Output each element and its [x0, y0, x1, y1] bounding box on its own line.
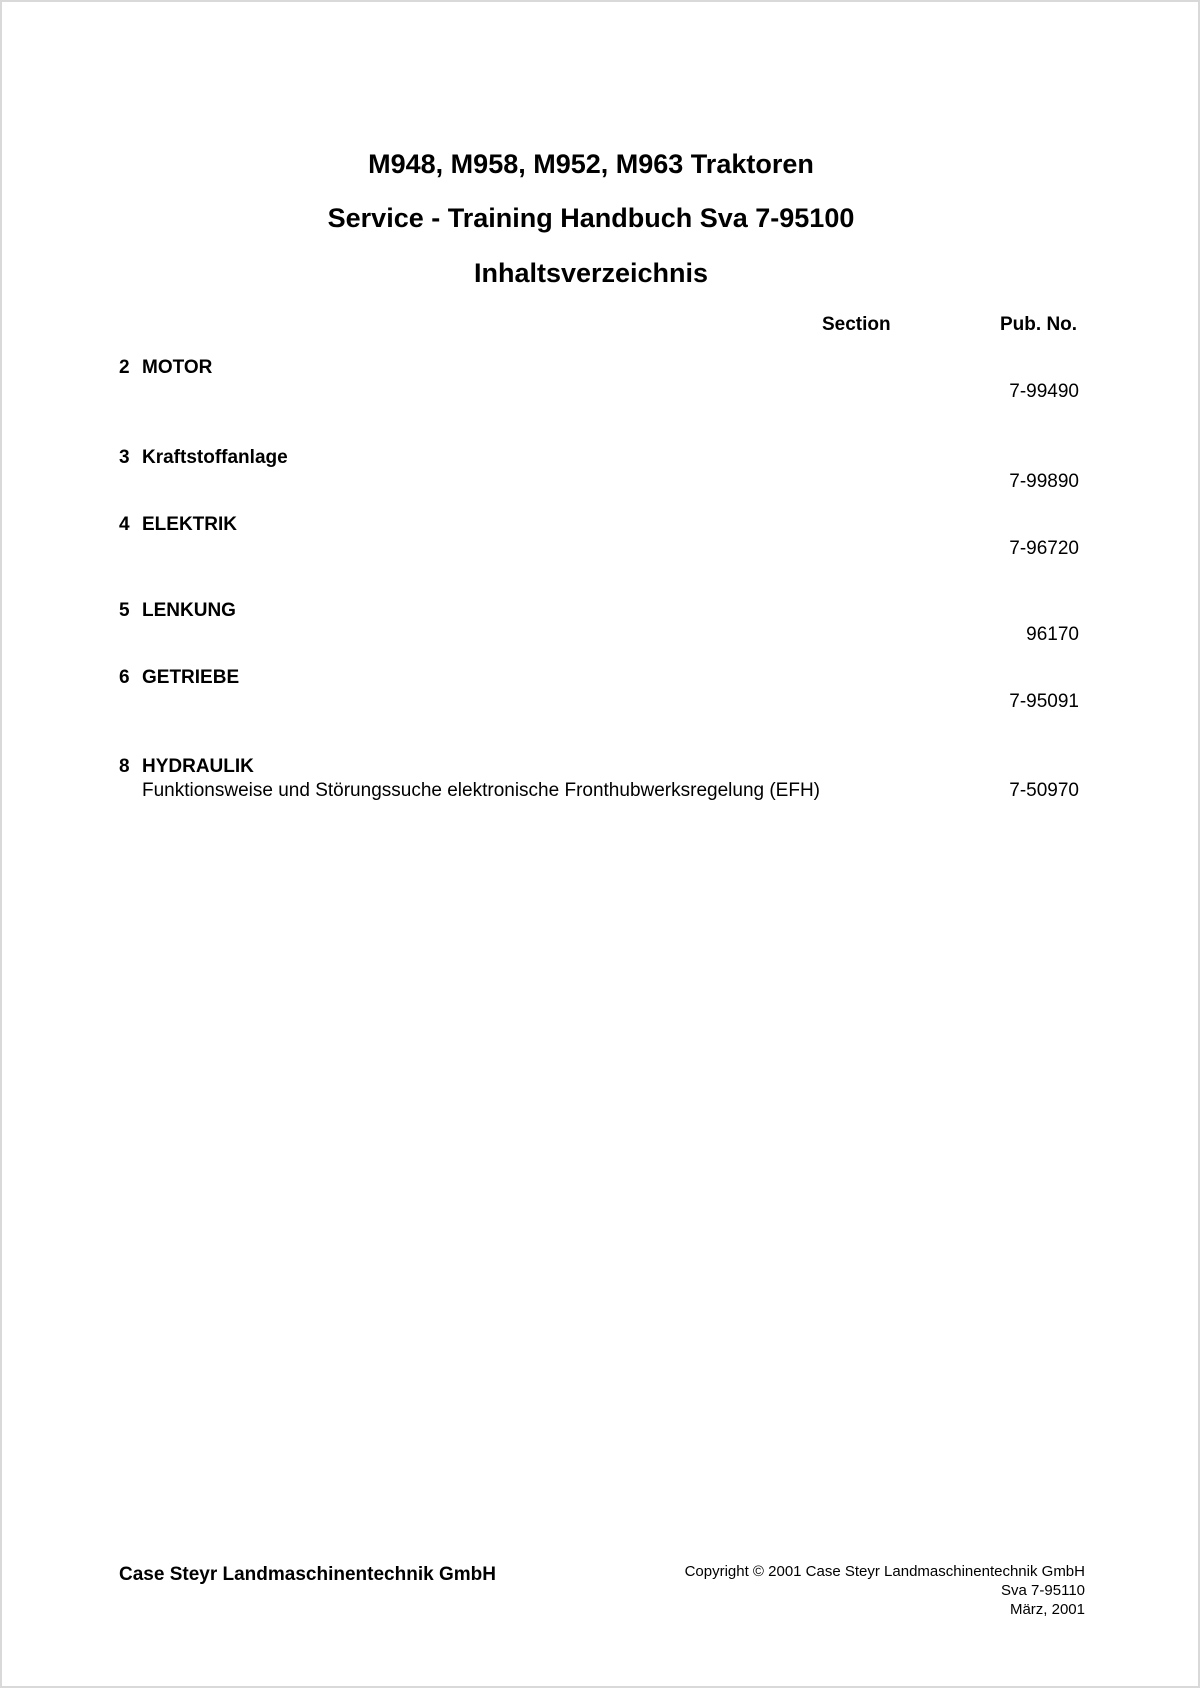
entry-number: 2 [119, 357, 130, 378]
toc-pub-no: 7-99890 [1009, 471, 1079, 492]
toc-pub-no: 7-99490 [1009, 381, 1079, 402]
footer-company: Case Steyr Landmaschinentechnik GmbH [119, 1564, 496, 1585]
section-column-header: Section [822, 314, 891, 335]
toc-pub-no: 96170 [1026, 624, 1079, 645]
entry-number: 6 [119, 667, 130, 688]
entry-heading: LENKUNG [142, 600, 236, 621]
pub-no-column-header: Pub. No. [1000, 314, 1078, 335]
entry-heading: Kraftstoffanlage [142, 447, 288, 468]
entry-heading: GETRIEBE [142, 667, 240, 688]
toc-pub-no: 7-50970 [1009, 780, 1079, 801]
toc-pub-no: 7-96720 [1009, 538, 1079, 559]
entry-heading: HYDRAULIK [142, 756, 254, 777]
footer-copyright: Copyright © 2001 Case Steyr Landmaschinentechnik GmbH [684, 1563, 1085, 1580]
entry-number: 5 [119, 600, 130, 621]
entry-heading: ELEKTRIK [142, 514, 237, 535]
entry-heading: MOTOR [142, 357, 213, 378]
footer-date: März, 2001 [1009, 1601, 1085, 1618]
toc-pub-no: 7-95091 [1009, 691, 1079, 712]
toc-line-text: Funktionsweise und Störungssuche elektronische Fronthubwerksregelung (EFH) [142, 780, 821, 801]
entry-number: 8 [119, 756, 130, 777]
entry-number: 4 [119, 514, 130, 535]
footer-doc-number: Sva 7-95110 [1001, 1582, 1085, 1599]
document-subtitle: Service - Training Handbuch Sva 7-95100 [327, 203, 855, 233]
document-title: M948, M958, M952, M963 Traktoren [368, 149, 814, 179]
entry-number: 3 [119, 447, 130, 468]
toc-heading: Inhaltsverzeichnis [473, 258, 709, 288]
footer-info [685, 1562, 1085, 1619]
